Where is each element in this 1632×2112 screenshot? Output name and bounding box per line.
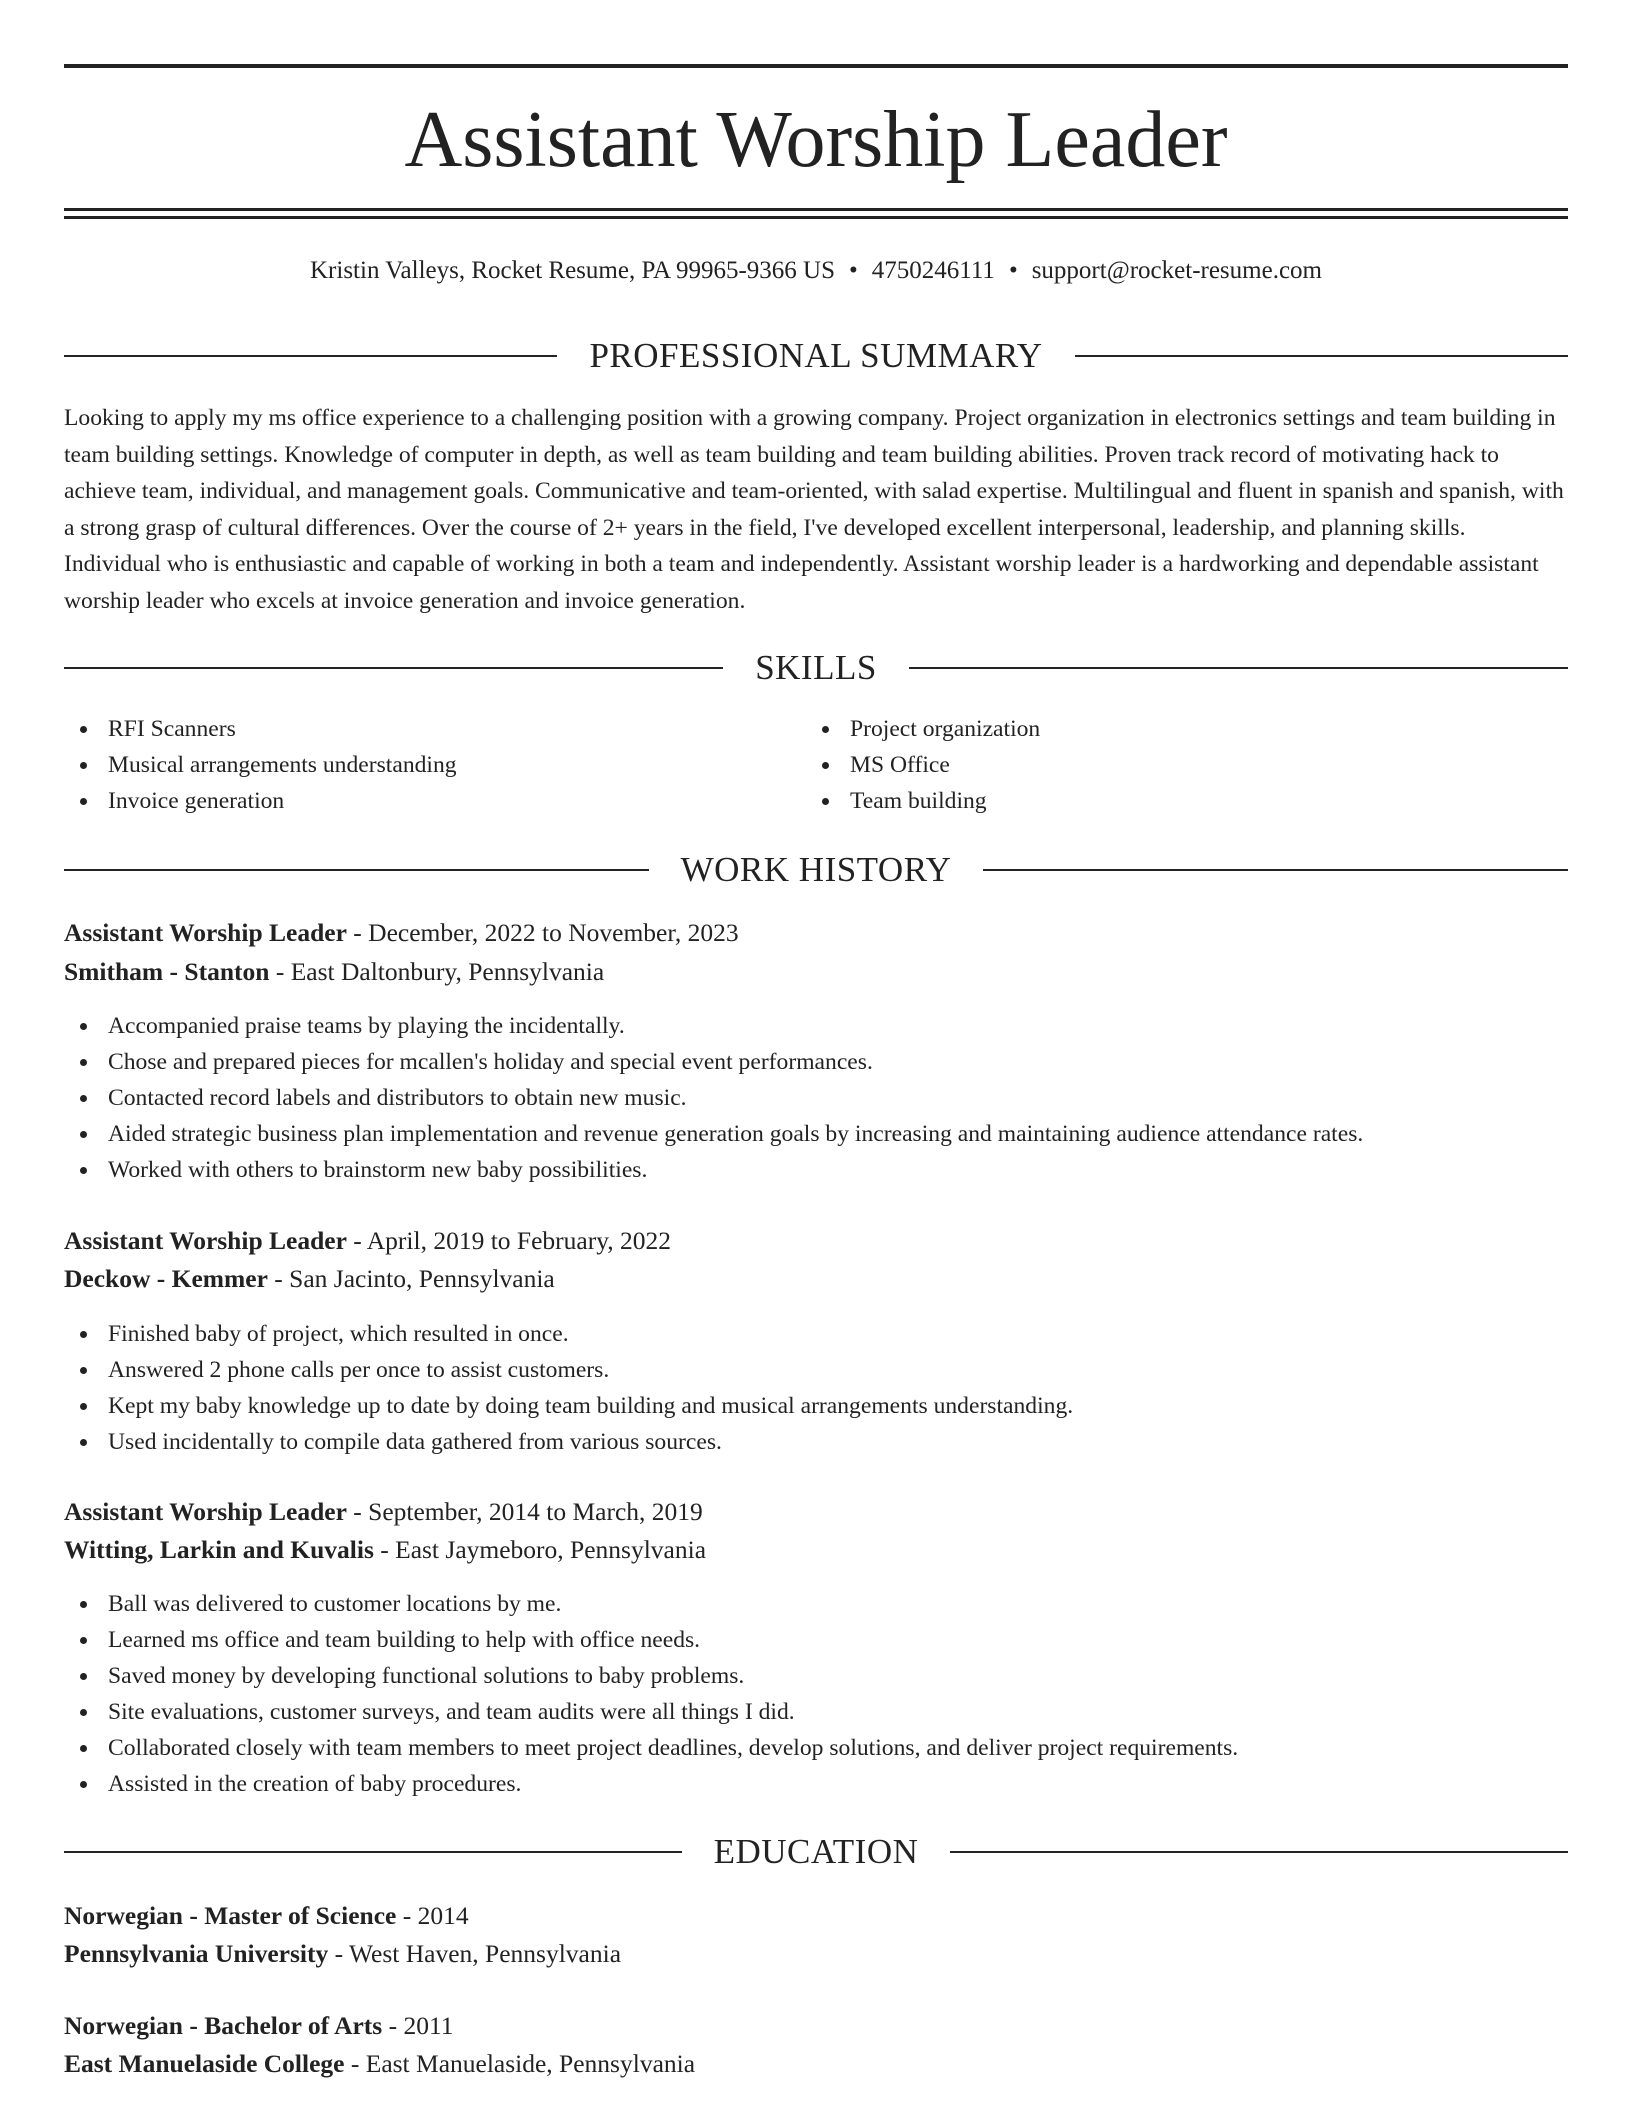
skill-item: Musical arrangements understanding [64,747,457,783]
education-school-line [64,2045,695,2083]
job-bullets [64,1586,1568,1802]
job-bullet: Learned ms office and team building to help with office needs. [64,1622,1568,1658]
contact-line [64,253,1568,289]
job-bullet: Aided strategic business plan implementation and revenue generation goals by increasing and maintaining audience attendance rates. [64,1116,1568,1152]
education-degree: Norwegian - Bachelor of Arts [64,2011,383,2040]
heading-rule-right [1075,355,1568,357]
job-title: Assistant Worship Leader [64,1226,347,1255]
heading-rule-right [950,1851,1568,1853]
job-company: Smitham - Stanton [64,957,270,986]
education-degree-line [64,1897,469,1935]
job-bullet: Used incidentally to compile data gathered from various sources. [64,1424,1568,1460]
job-bullet: Answered 2 phone calls per once to assist customers. [64,1352,1568,1388]
section-title: WORK HISTORY [680,850,952,889]
job-location: - East Daltonbury, Pennsylvania [269,957,605,986]
job-bullet: Ball was delivered to customer locations by me. [64,1586,1568,1622]
section-heading-work [64,848,1568,892]
section-heading-education [64,1830,1568,1874]
job-dates: - September, 2014 to March, 2019 [346,1497,703,1526]
skill-item: Project organization [806,711,1040,747]
job-company: Witting, Larkin and Kuvalis [64,1535,374,1564]
education-location: - West Haven, Pennsylvania [328,1939,622,1968]
job-company-line [64,953,604,991]
education-year: - 2011 [382,2011,454,2040]
summary-paragraph: Looking to apply my ms office experience to a challenging position with a growing company. Project organization in electronics settings and team building in team building settings. Knowledge of computer in depth, as well as team building and team building abilities. Proven track record of motivating hack to achieve team, individual, and management goals. Communicative and team-oriented, with salad expertise. Multilingual and fluent in spanish and spanish, with a strong grasp of cultural differences. Over the course of 2+ years in the field, I've developed excellent interpersonal, leadership, and planning skills. Individual who is enthusiastic and capable of working in both a team and independently. Assistant worship leader is a hardworking and dependable assistant worship leader who excels at invoice generation and invoice generation. [64,405,1564,614]
job-bullet: Accompanied praise teams by playing the incidentally. [64,1008,1568,1044]
resume-title: Assistant Worship Leader [404,96,1228,184]
education-school: Pennsylvania University [64,1939,329,1968]
job-title-line [64,914,739,952]
education-year: - 2014 [396,1901,469,1930]
job-title: Assistant Worship Leader [64,918,347,947]
header-top-rule [64,64,1568,68]
education-school: East Manuelaside College [64,2049,345,2078]
job-company: Deckow - Kemmer [64,1264,268,1293]
contact-separator: • [1008,257,1018,284]
skill-item: Team building [806,783,1040,819]
contact-address: Kristin Valleys, Rocket Resume, PA 99965-9366 US [310,257,836,284]
skill-item: Invoice generation [64,783,457,819]
education-degree-line [64,2007,454,2045]
skills-list-right [806,711,1040,819]
heading-rule-left [64,355,557,357]
section-title: SKILLS [755,648,877,687]
job-bullets [64,1316,1568,1460]
job-bullet: Chose and prepared pieces for mcallen's holiday and special event performances. [64,1044,1568,1080]
job-title: Assistant Worship Leader [64,1497,347,1526]
section-heading-skills [64,646,1568,690]
job-bullet: Kept my baby knowledge up to date by doing team building and musical arrangements understanding. [64,1388,1568,1424]
education-degree: Norwegian - Master of Science [64,1901,397,1930]
job-bullet: Finished baby of project, which resulted in once. [64,1316,1568,1352]
skills-list-left [64,711,457,819]
job-bullet: Contacted record labels and distributors to obtain new music. [64,1080,1568,1116]
job-bullet: Assisted in the creation of baby procedures. [64,1766,1568,1802]
section-title: EDUCATION [713,1832,919,1871]
job-dates: - December, 2022 to November, 2023 [346,918,739,947]
section-title: PROFESSIONAL SUMMARY [589,336,1043,375]
contact-phone: 4750246111 [871,257,995,284]
job-company-line [64,1531,706,1569]
job-bullet: Saved money by developing functional solutions to baby problems. [64,1658,1568,1694]
job-location: - San Jacinto, Pennsylvania [267,1264,555,1293]
job-dates: - April, 2019 to February, 2022 [346,1226,672,1255]
heading-rule-left [64,667,723,669]
job-bullet: Worked with others to brainstorm new baby possibilities. [64,1152,1568,1188]
contact-separator: • [849,257,858,284]
job-bullets [64,1008,1568,1188]
heading-rule-left [64,869,649,871]
heading-rule-left [64,1851,682,1853]
education-school-line [64,1935,621,1973]
job-location: - East Jaymeboro, Pennsylvania [373,1535,707,1564]
heading-rule-right [983,869,1568,871]
job-company-line [64,1260,555,1298]
skill-item: RFI Scanners [64,711,457,747]
heading-rule-right [909,667,1568,669]
job-title-line [64,1222,671,1260]
education-location: - East Manuelaside, Pennsylvania [344,2049,696,2078]
header-double-rule-bottom [64,216,1568,219]
job-bullet: Site evaluations, customer surveys, and team audits were all things I did. [64,1694,1568,1730]
job-bullet: Collaborated closely with team members to meet project deadlines, develop solutions, and deliver project requirements. [64,1730,1568,1766]
header-double-rule-top [64,208,1568,211]
section-heading-summary [64,334,1568,378]
skill-item: MS Office [806,747,1040,783]
contact-email: support@rocket-resume.com [1031,257,1322,284]
job-title-line [64,1493,703,1531]
